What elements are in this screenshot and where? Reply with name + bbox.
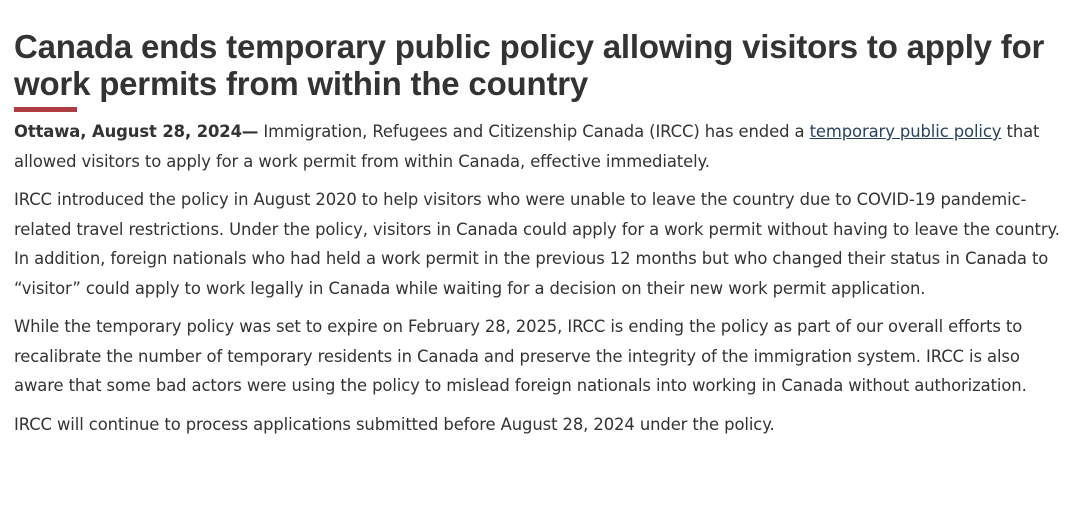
dateline: Ottawa, August 28, 2024— xyxy=(14,122,259,141)
title-underline-rule xyxy=(14,107,77,112)
page-title: Canada ends temporary public policy allowing visitors to apply for work permits from within the country xyxy=(14,28,1045,102)
intro-text-before-link: Immigration, Refugees and Citizenship Canada (IRCC) has ended a xyxy=(258,122,810,141)
paragraph-background: IRCC introduced the policy in August 2020 to help visitors who were unable to leave the country due to COVID-19 pandemic-related travel restrictions. Under the policy, visitors in Canada could apply for a work permit without having to leave the country. In addition, foreign nationals who had held a work permit in the previous 12 months but who changed their status in Canada to “visitor” could apply to work legally in Canada while waiting for a decision on their new work permit application. xyxy=(14,190,1060,298)
intro-text-after-link: that allowed visitors to apply for a work permit from within Canada, effective immediately. xyxy=(14,122,1040,171)
temporary-public-policy-link[interactable]: temporary public policy xyxy=(809,122,1002,141)
paragraph-policy-ending: While the temporary policy was set to expire on February 28, 2025, IRCC is ending the policy as part of our overall efforts to recalibrate the number of temporary residents in Canada and preserve the integrity of the immigration system. IRCC is also aware that some bad actors were using the policy to mislead foreign nationals into working in Canada without authorization. xyxy=(14,317,1027,395)
paragraph-processing: IRCC will continue to process applications submitted before August 28, 2024 under the policy. xyxy=(14,414,775,434)
paragraph-intro xyxy=(14,117,1066,176)
